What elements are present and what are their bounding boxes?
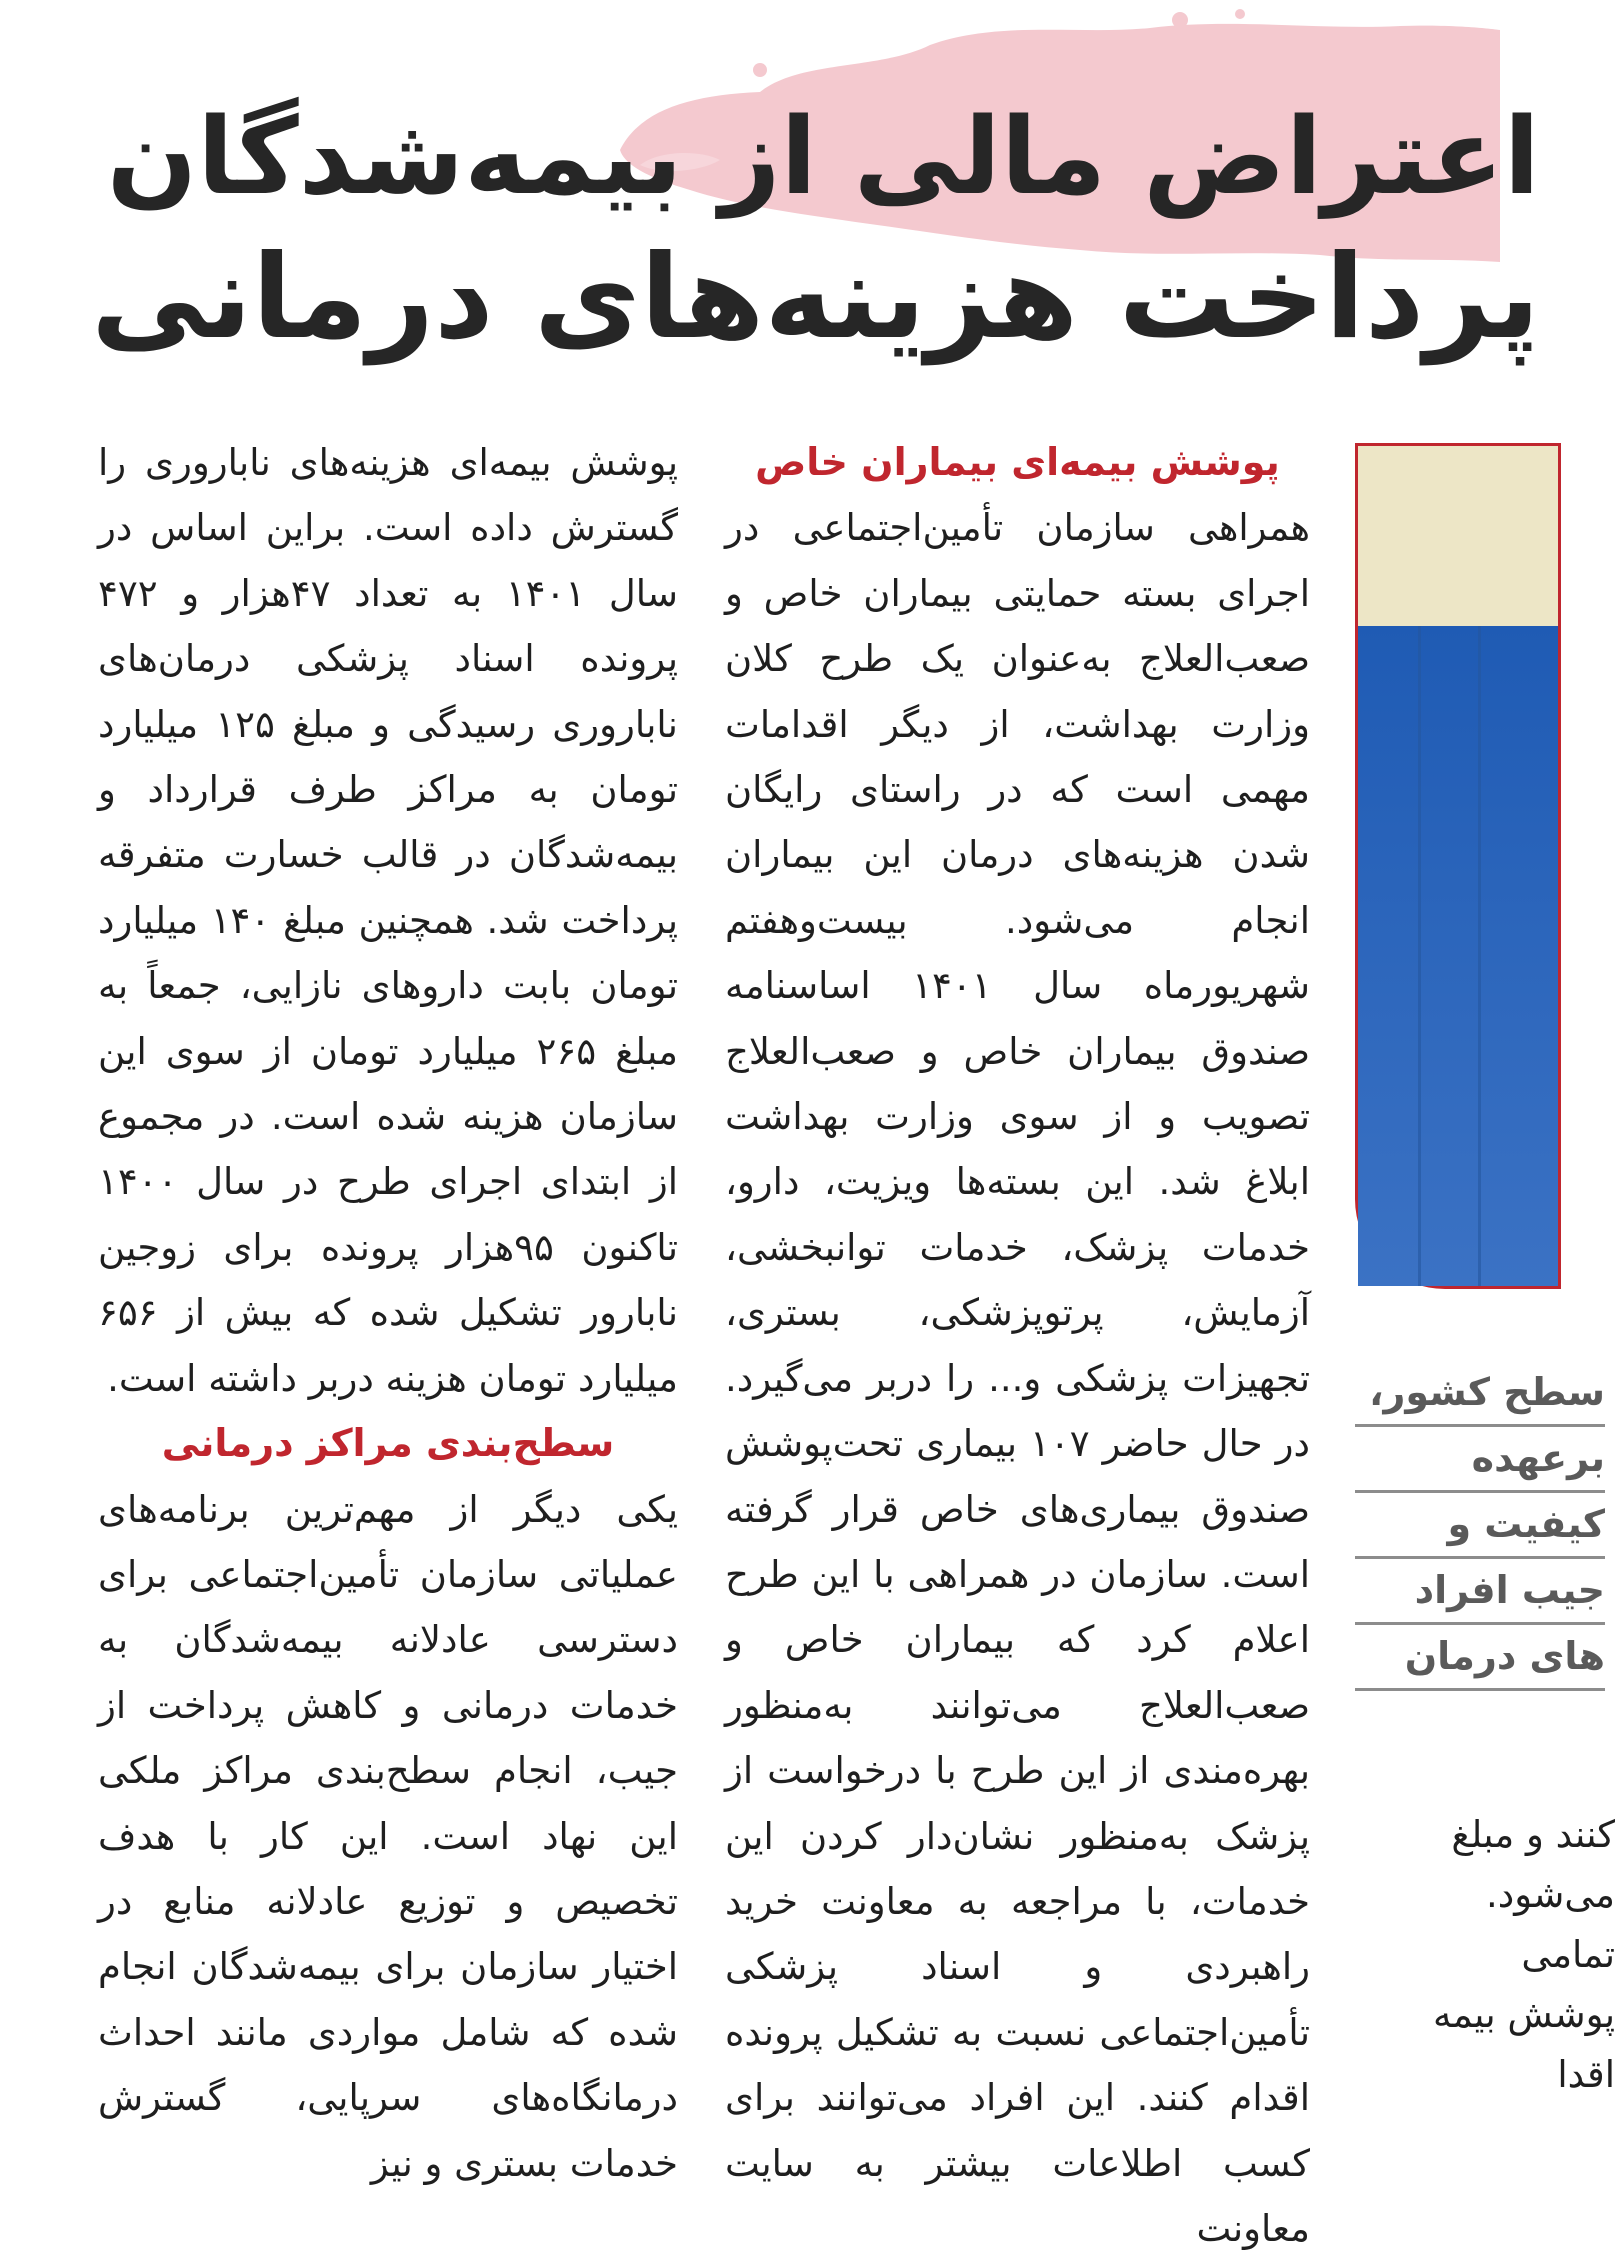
right-column-line: می‌شود. xyxy=(1485,1873,1615,1916)
article-column-right-fragment xyxy=(1355,1805,1615,2121)
headline-line-2: پرداخت هزینه‌های درمانی xyxy=(91,230,1540,365)
paragraph-center-leveling: یکی دیگر از مهم‌ترین برنامه‌های عملیاتی سازمان تأمین‌اجتماعی برای دسترسی عادلانه بیمه‌شدگان به خدمات درمانی و کاهش پرداخت از جیب، انجام سطح‌بندی مراکز ملکی این نهاد است. این کار با هدف تخصیص و توزیع عادلانه منابع در اختیار سازمان برای بیمه‌شدگان انجام شده که شامل مواردی مانند احداث درمانگاه‌های سرپایی، گسترش خدمات بستری و نیز xyxy=(98,1487,678,2185)
subheading-center-leveling: سطح‌بندی مراکز درمانی xyxy=(161,1421,615,1466)
right-column-line: کنند و مبلغ xyxy=(1451,1813,1615,1856)
pull-quote-line: برعهده xyxy=(1355,1427,1605,1493)
right-column-line: اقدا xyxy=(1557,2053,1615,2096)
right-column-line: تمامی xyxy=(1521,1933,1615,1976)
paragraph-special-patients: همراهی سازمان تأمین‌اجتماعی در اجرای بسته حمایتی بیماران خاص و صعب‌العلاج به‌عنوان یک طرح کلان وزارت بهداشت، از دیگر اقدامات مهمی است که در راستای رایگان شدن هزینه‌های درمان این بیماران انجام می‌شود. بیست‌وهفتم شهریورماه سال ۱۴۰۱ اساسنامه صندوق بیماران خاص و صعب‌العلاج تصویب و از سوی وزارت بهداشت ابلاغ شد. این بسته‌ها ویزیت، دارو، خدمات پزشک، خدمات توانبخشی، آزمایش، پرتوپزشکی، بستری، تجهیزات پزشکی و... را دربر می‌گیرد. در حال حاضر ۱۰۷ بیماری تحت‌پوشش صندوق بیماری‌های خاص قرار گرفته است. سازمان در همراهی با این طرح اعلام کرد که بیماران خاص و صعب‌العلاج می‌توانند به‌منظور بهره‌مندی از این طرح با درخواست از پزشک به‌منظور نشان‌دار کردن این خدمات، با مراجعه به معاونت خرید راهبردی و اسناد پزشکی تأمین‌اجتماعی نسبت به تشکیل پرونده اقدام کنند. این افراد می‌توانند برای کسب اطلاعات بیشتر به سایت معاونت xyxy=(725,506,1310,2250)
article-column-left xyxy=(98,430,679,2185)
photo-blue-curtain xyxy=(1358,626,1558,1286)
photo-light-band xyxy=(1358,446,1558,626)
headline-line-1: اعتراض مالی از بیمه‌شدگان xyxy=(106,95,1540,218)
subheading-special-patients: پوشش بیمه‌ای بیماران خاص xyxy=(755,440,1280,484)
pull-quote-line: کیفیت و xyxy=(1355,1493,1605,1559)
photo-fold xyxy=(1418,626,1421,1286)
article-column-middle xyxy=(725,430,1310,2250)
headline-area xyxy=(0,0,1540,400)
right-column-line: پوشش بیمه xyxy=(1432,1993,1615,2036)
pull-quote xyxy=(1355,1361,1605,1691)
pull-quote-line: های درمان xyxy=(1355,1625,1605,1691)
pull-quote-line: سطح کشور، xyxy=(1355,1361,1605,1427)
paragraph-infertility: پوشش بیمه‌ای هزینه‌های ناباروری را گسترش داده است. براین اساس در سال ۱۴۰۱ به تعداد ۴۷هزار و ۴۷۲ پرونده اسناد پزشکی درمان‌های ناباروری رسیدگی و مبلغ ۱۲۵ میلیارد تومان به مراکز طرف قرارداد و بیمه‌شدگان در قالب خسارت متفرقه پرداخت شد. همچنین مبلغ ۱۴۰ میلیارد تومان بابت داروهای نازایی، جمعاً به مبلغ ۲۶۵ میلیارد تومان از سوی این سازمان هزینه شده است. در مجموع از ابتدای اجرای طرح در سال ۱۴۰۰ تاکنون ۹۵هزار پرونده برای زوجین نابارور تشکیل شده که بیش از ۶۵۶ میلیارد تومان هزینه دربر داشته است. xyxy=(98,441,679,1400)
photo-fold xyxy=(1478,626,1481,1286)
pull-quote-line: جیب افراد xyxy=(1355,1559,1605,1625)
article-photo xyxy=(1355,443,1561,1289)
